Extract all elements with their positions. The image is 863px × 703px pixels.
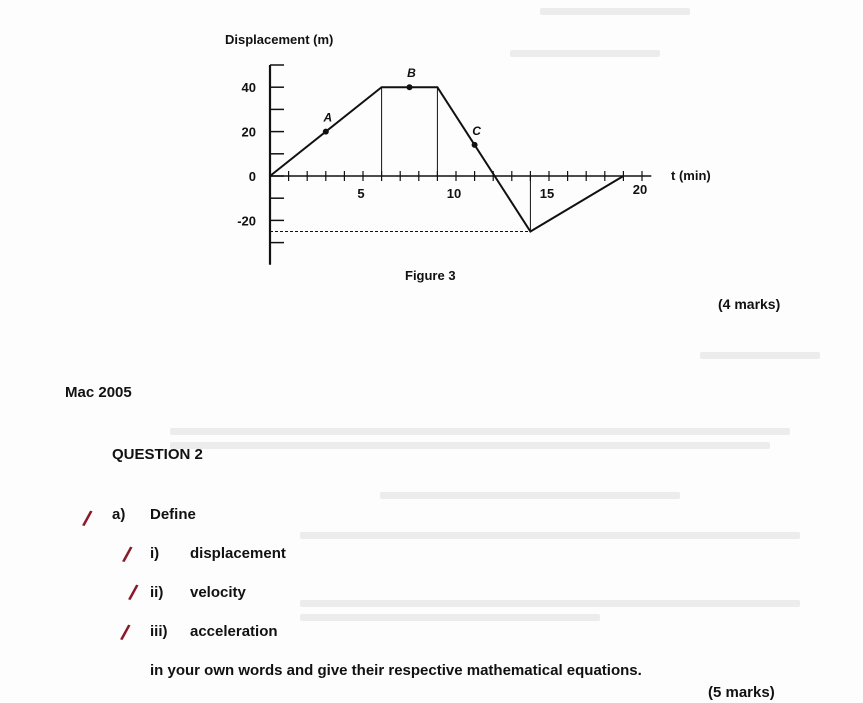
instruction-text: in your own words and give their respective mathematical equations. (150, 662, 642, 679)
point-label: C (472, 123, 481, 138)
question-heading: QUESTION 2 (112, 446, 203, 463)
bleed-through-text (170, 428, 790, 435)
bleed-through-text (700, 352, 820, 359)
point-marker (323, 129, 329, 135)
exam-date: Mac 2005 (65, 384, 132, 401)
bleed-through-text (170, 442, 770, 449)
point-marker (472, 142, 478, 148)
item-number: i) (150, 545, 160, 562)
point-label: B (407, 66, 416, 81)
bleed-through-text (380, 492, 680, 499)
item-text: acceleration (190, 623, 278, 640)
item-text: displacement (190, 545, 286, 562)
x-tick-label: 20 (632, 182, 648, 197)
item-number: iii) (150, 623, 168, 640)
point-label: A (323, 110, 333, 125)
x-tick-label: 15 (539, 186, 555, 201)
item-number: ii) (150, 584, 164, 601)
displacement-time-chart (0, 0, 863, 300)
pen-tick-mark: / (120, 541, 134, 568)
x-tick-label: 5 (357, 186, 365, 201)
displacement-line (270, 87, 623, 231)
part-label: a) (112, 506, 126, 523)
pen-tick-mark: / (118, 619, 132, 646)
figure-marks: (4 marks) (718, 296, 781, 312)
question-marks: (5 marks) (708, 684, 775, 701)
y-tick-label: -20 (237, 213, 256, 229)
x-axis-label: t (min) (671, 168, 711, 183)
y-tick-label: 40 (241, 80, 256, 96)
pen-tick-mark: / (80, 505, 94, 532)
x-tick-label: 10 (446, 186, 462, 201)
bleed-through-text (300, 600, 800, 607)
bleed-through-text (300, 614, 600, 621)
item-text: velocity (190, 584, 246, 601)
pen-tick-mark: / (126, 579, 140, 606)
bleed-through-text (300, 532, 800, 539)
y-tick-label: 20 (241, 124, 256, 140)
figure-caption: Figure 3 (405, 268, 456, 283)
part-text: Define (150, 506, 196, 523)
y-axis-label: Displacement (m) (225, 32, 334, 47)
y-tick-label: 0 (248, 169, 256, 184)
point-marker (407, 84, 413, 90)
